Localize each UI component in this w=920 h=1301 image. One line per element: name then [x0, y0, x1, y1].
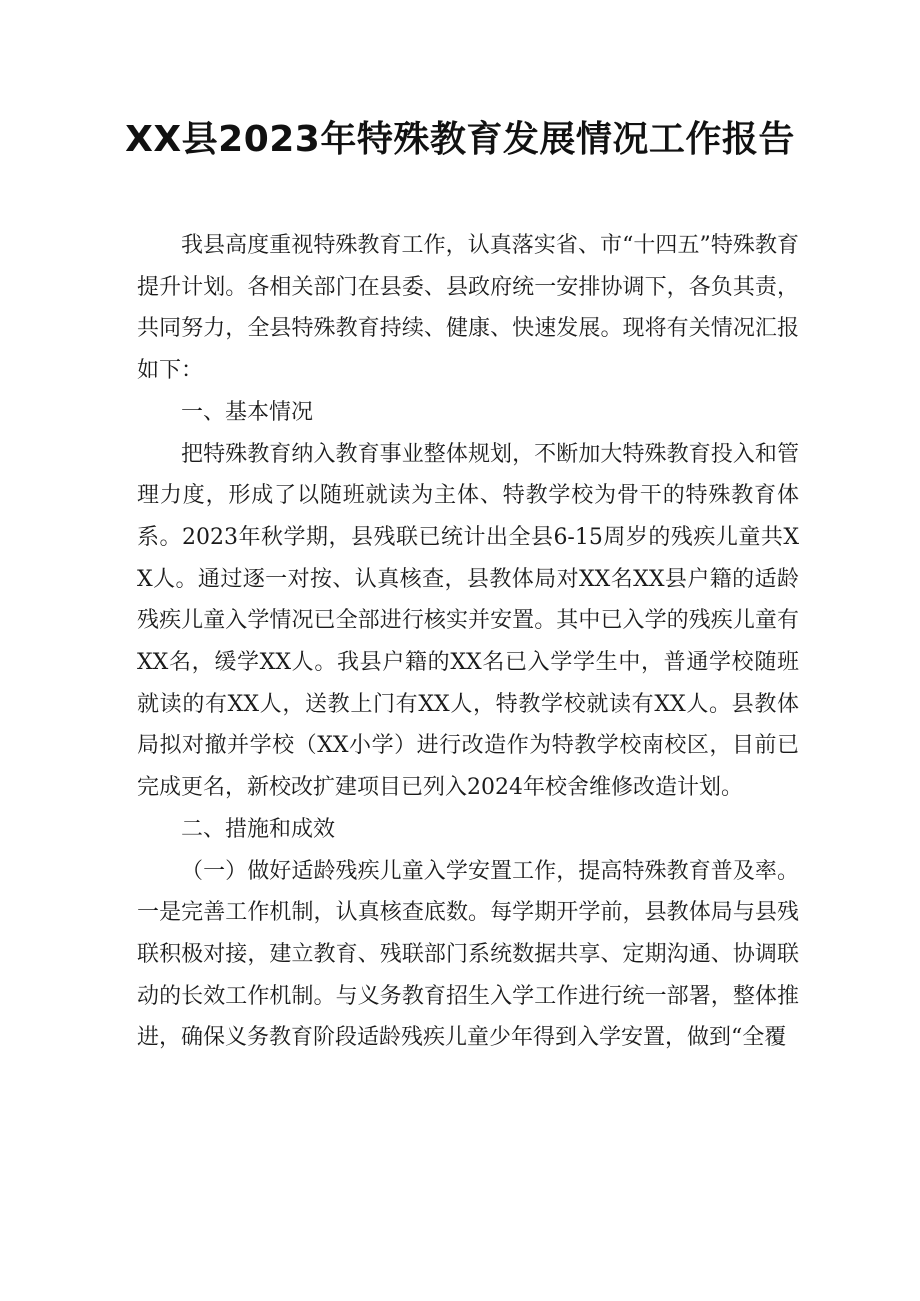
document-title: XX县2023年特殊教育发展情况工作报告	[125, 119, 795, 160]
section-heading-basic-situation: 一、基本情况	[181, 399, 314, 425]
section-heading-measures: 二、措施和成效	[181, 816, 336, 842]
basic-situation-paragraph: 把特殊教育纳入教育事业整体规划，不断加大特殊教育投入和管理力度，形成了以随班就读为主体、特教学校为骨干的特殊教育体系。2023年秋学期，县残联已统计出全县6-15周岁的残疾儿童共XX人。通过逐一对按、认真核查，县教体局对XX名XX县户籍的适龄残疾儿童入学情况已全部进行核实并安置。其中已入学的残疾儿童有XX名，缓学XX人。我县户籍的XX名已入学学生中，普通学校随班就读的有XX人，送教上门有XX人，特教学校就读有XX人。县教体局拟对撤并学校（XX小学）进行改造作为特教学校南校区，目前已完成更名，新校改扩建项目已列入2024年校舍维修改造计划。	[137, 441, 800, 801]
document-body	[137, 225, 799, 1059]
intro-paragraph: 我县高度重视特殊教育工作，认真落实省、市“十四五”特殊教育提升计划。各相关部门在县委、县政府统一安排协调下，各负其责，共同努力，全县特殊教育持续、健康、快速发展。现将有关情况汇报如下：	[137, 233, 799, 384]
measures-paragraph: （一）做好适龄残疾儿童入学安置工作，提高特殊教育普及率。一是完善工作机制，认真核查底数。每学期开学前，县教体局与县残联积极对接，建立教育、残联部门系统数据共享、定期沟通、协调联动的长效工作机制。与义务教育招生入学工作进行统一部署，整体推进，确保义务教育阶段适龄残疾儿童少年得到入学安置，做到“全覆	[137, 858, 799, 1051]
